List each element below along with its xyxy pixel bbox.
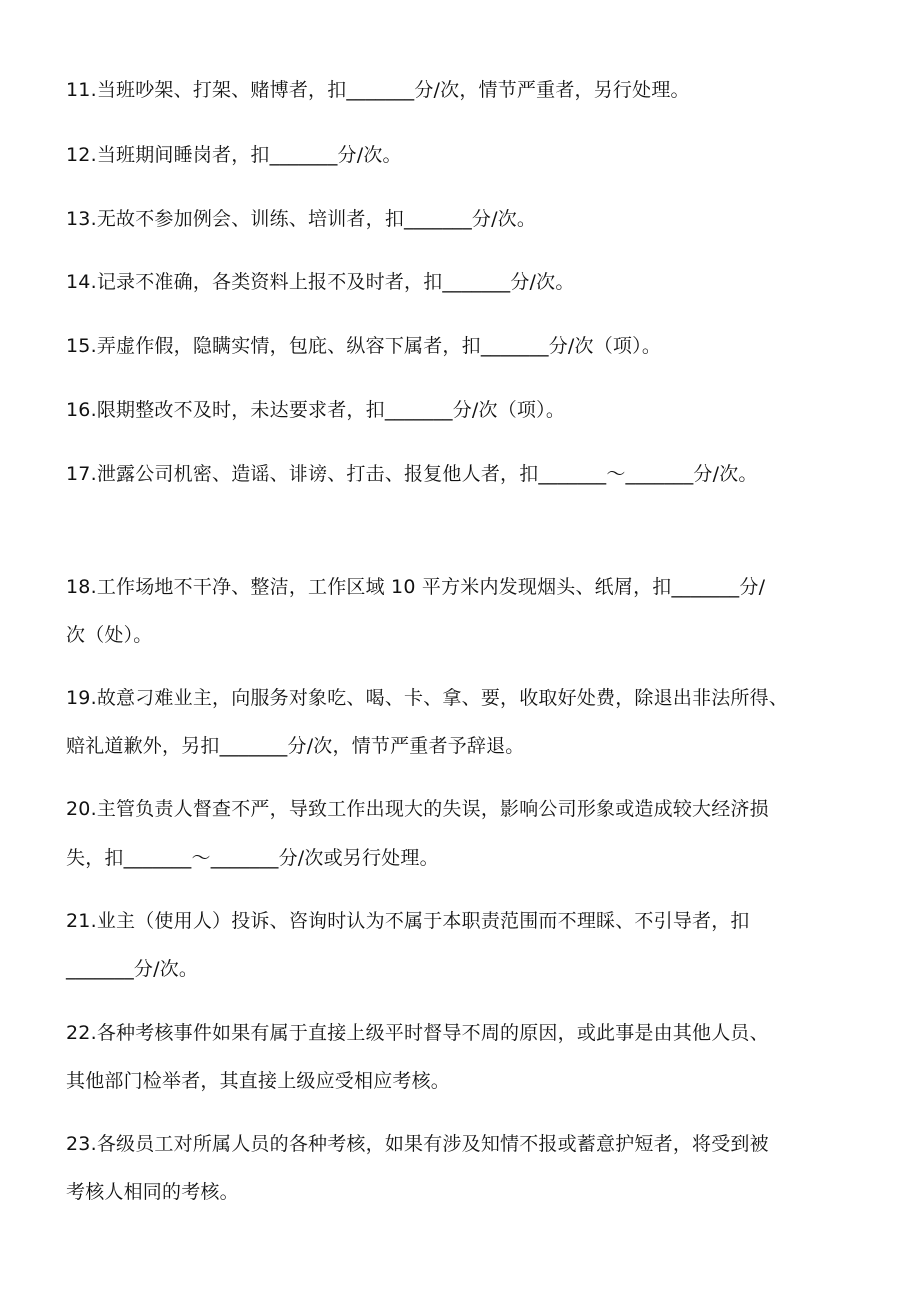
rule-item-23-line-1: 23.各级员工对所属人员的各种考核，如果有涉及知情不报或蓄意护短者，将受到被 <box>66 1133 769 1155</box>
rule-item-18-line-1: 18.工作场地不干净、整洁，工作区域 10 平方米内发现烟头、纸屑，扣_______分/ <box>66 576 766 598</box>
rule-item-22-line-2: 其他部门检举者，其直接上级应受相应考核。 <box>66 1070 451 1092</box>
rule-item-11: 11.当班吵架、打架、赌博者，扣_______分/次，情节严重者，另行处理。 <box>66 79 690 101</box>
rule-item-18-line-2: 次（处）。 <box>66 624 153 646</box>
rule-item-22-line-1: 22.各种考核事件如果有属于直接上级平时督导不周的原因，或此事是由其他人员、 <box>66 1022 769 1044</box>
rule-item-20-line-1: 20.主管负责人督查不严，导致工作出现大的失误，影响公司形象或造成较大经济损 <box>66 798 769 820</box>
rule-item-19-line-2: 赔礼道歉外，另扣_______分/次，情节严重者予辞退。 <box>66 735 525 757</box>
rule-item-16: 16.限期整改不及时，未达要求者，扣_______分/次（项）。 <box>66 399 566 421</box>
rule-item-23-line-2: 考核人相同的考核。 <box>66 1181 239 1203</box>
rule-item-13: 13.无故不参加例会、训练、培训者，扣_______分/次。 <box>66 208 537 230</box>
rule-item-17: 17.泄露公司机密、造谣、诽谤、打击、报复他人者，扣_______～_______分/次。 <box>66 463 758 485</box>
rule-item-20-line-2: 失，扣_______～_______分/次或另行处理。 <box>66 847 439 869</box>
rule-item-19-line-1: 19.故意刁难业主，向服务对象吃、喝、卡、拿、要，收取好处费，除退出非法所得、 <box>66 687 789 709</box>
rule-item-12: 12.当班期间睡岗者，扣_______分/次。 <box>66 144 402 166</box>
rule-item-15: 15.弄虚作假，隐瞒实情，包庇、纵容下属者，扣_______分/次（项）。 <box>66 335 662 357</box>
rule-item-21-line-1: 21.业主（使用人）投诉、咨询时认为不属于本职责范围而不理睬、不引导者，扣 <box>66 910 750 932</box>
rule-item-14: 14.记录不准确，各类资料上报不及时者，扣_______分/次。 <box>66 271 575 293</box>
rule-item-21-line-2: _______分/次。 <box>66 958 199 980</box>
